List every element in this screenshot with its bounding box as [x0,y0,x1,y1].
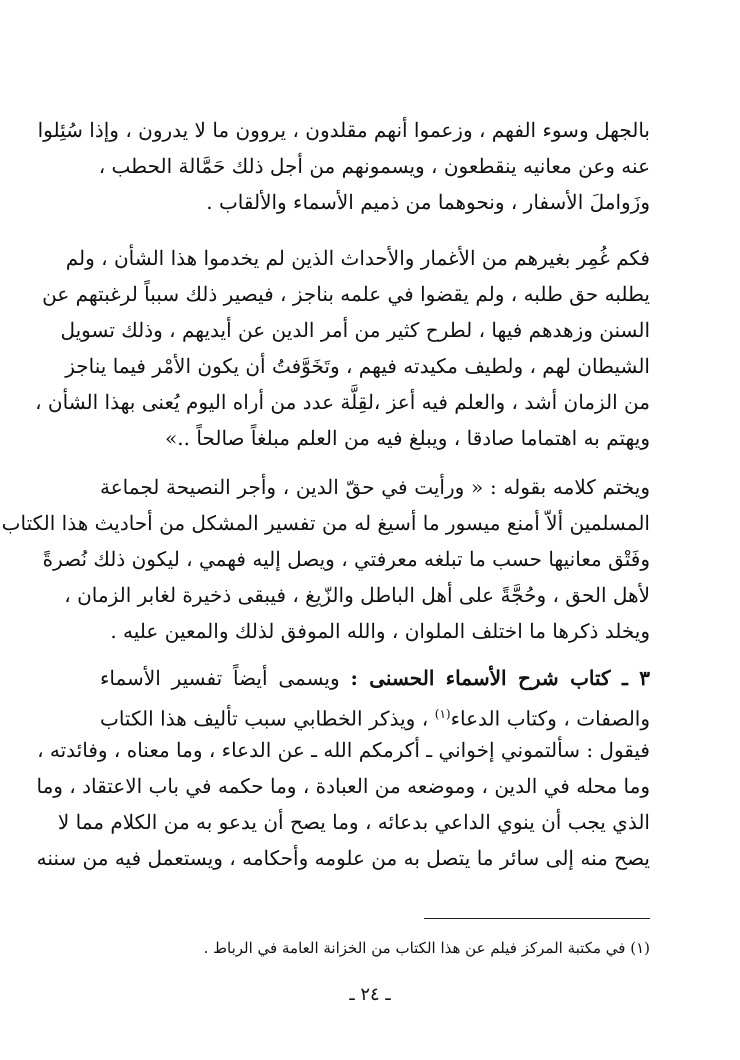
text-line: وما محله في الدين ، وموضعه من العبادة ، وما حكمه في باب الاعتقاد ، وما [36,774,650,798]
text-segment: ، ويذكر الخطابي سبب تأليف هذا الكتاب [100,706,435,731]
text-line: ويختم كلامه بقوله : « ورأيت في حقّ الدين ، وأجر النصيحة لجماعة [100,475,650,499]
text-line: عنه وعن معانيه ينقطعون ، ويسمونهم من أجل ذلك حَمَّالة الحطب ، [98,154,650,178]
text-line: ويخلد ذكرها ما اختلف الملوان ، والله الموفق لذلك والمعين عليه . [110,619,650,643]
text-line: يطلبه حق طلبه ، ولم يقضوا في علمه بناجز ، فيصير ذلك سبباً لرغبتهم عن [42,282,650,306]
paragraph-2 [35,240,650,456]
heading-continuation: ويسمى أيضاً تفسير الأسماء [100,666,351,690]
text-line: يصح منه إلى سائر ما يتصل به من علومه وأحكامه ، ويستعمل فيه من سننه [36,846,650,870]
text-line: الشيطان لهم ، ولطيف مكيدته فيهم ، وتَخَوَّفتُ أن يكون الأمْر فيما يناجز [65,354,650,378]
text-line: ويهتم به اهتماما صادقا ، ويبلغ فيه من العلم مبلغاً صالحاً ..» [165,426,650,450]
section-heading: ٣ ـ كتاب شرح الأسماء الحسنى : [350,666,650,690]
page-number: ـ ٢٤ ـ [349,984,391,1005]
text-line [100,660,650,696]
text-line: السنن وزهدهم فيها ، لطرح كثير من أمر الدين عن أيديهم ، وذلك تسويل [60,318,650,342]
paragraph-3 [1,469,650,649]
text-line: لأهل الحق ، وحُجَّةً على أهل الباطل والزّيغ ، فيبقى ذخيرة لغابر الزمان ، [64,583,650,607]
text-line: من الزمان أشد ، والعلم فيه أعز ،لقِلَّة عدد من أراه اليوم يُعنى بهذا الشأن ، [35,390,650,414]
text-line: وزَواملَ الأسفار ، ونحوهما من ذميم الأسماء والألقاب . [206,190,650,214]
text-line: فيقول : سألتموني إخواني ـ أكرمكم الله ـ عن الدعاء ، وما معناه ، وفائدته ، [37,738,650,762]
text-line: فكم غُمِر بغيرهم من الأغمار والأحداث الذين لم يخدموا هذا الشأن ، ولم [65,246,650,270]
paragraph-4 [36,660,650,876]
footnote-reference[interactable]: (١) [434,707,451,721]
text-line [100,696,650,732]
text-line: الذي يجب أن ينوي الداعي بدعائه ، وما يصح أن يدعو به من الكلام مما لا [57,810,650,834]
text-segment: والصفات ، وكتاب الدعاء [450,706,650,731]
text-line: المسلمين ألاّ أمنع ميسور ما أسيغ له من تفسير المشكل من أحاديث هذا الكتاب [1,511,650,535]
footnote: (١) في مكتبة المركز فيلم عن هذا الكتاب من الخزانة العامة في الرباط . [203,939,650,957]
paragraph-1 [37,112,650,220]
text-line: وفَتْق معانيها حسب ما تبلغه معرفتي ، ويصل إليه فهمي ، ليكون ذلك نُصرةً [42,547,650,571]
text-line: بالجهل وسوء الفهم ، وزعموا أنهم مقلدون ، يروون ما لا يدرون ، وإذا سُئِلوا [37,118,650,142]
footnote-divider [424,918,650,919]
